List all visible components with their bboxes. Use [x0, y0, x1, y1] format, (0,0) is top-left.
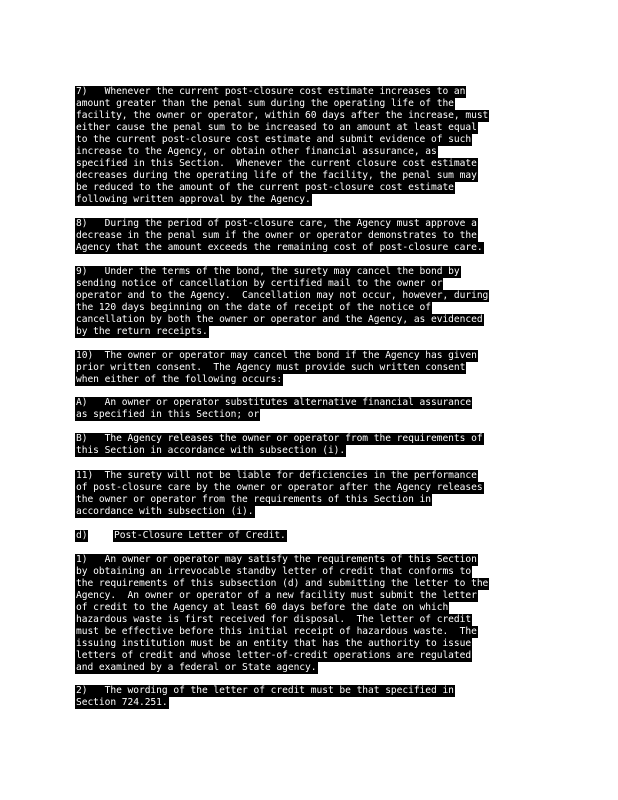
- text-line: when either of the following occurs:: [76, 374, 283, 385]
- text-line: following written approval by the Agency.: [76, 194, 311, 205]
- subsection-label: d): [76, 530, 88, 541]
- text-line: issuing institution must be an entity that has the authority to issue: [76, 638, 472, 649]
- text-line: Section 724.251.: [76, 697, 168, 708]
- paragraph-2: [75, 685, 455, 709]
- text-line: must be effective before this initial receipt of hazardous waste. The: [76, 626, 477, 637]
- text-line: Agency that the amount exceeds the remaining cost of post-closure care.: [76, 242, 483, 253]
- text-line: 11) The surety will not be liable for deficiencies in the performance: [76, 470, 477, 481]
- text-line: accordance with subsection (i).: [76, 506, 254, 517]
- text-line: 9) Under the terms of the bond, the surety may cancel the bond by: [76, 266, 460, 277]
- text-line: be reduced to the amount of the current post-closure cost estimate: [76, 182, 454, 193]
- paragraph-a: [75, 397, 472, 421]
- text-line: of credit to the Agency at least 60 days before the date on which: [76, 602, 449, 613]
- text-line: facility, the owner or operator, within 60 days after the increase, must: [76, 110, 489, 121]
- text-line: the 120 days beginning on the date of receipt of the notice of: [76, 302, 432, 313]
- text-line: decrease in the penal sum if the owner or operator demonstrates to the: [76, 230, 477, 241]
- text-line: by obtaining an irrevocable standby letter of credit that conforms to: [76, 566, 472, 577]
- text-line: B) The Agency releases the owner or operator from the requirements of: [76, 433, 483, 444]
- text-line: 10) The owner or operator may cancel the bond if the Agency has given: [76, 350, 477, 361]
- paragraph-1: [75, 554, 489, 674]
- paragraph-7: [75, 86, 489, 206]
- paragraph-9: [75, 266, 489, 338]
- text-line: decreases during the operating life of the facility, the penal sum may: [76, 170, 477, 181]
- text-line: as specified in this Section; or: [76, 409, 260, 420]
- text-line: 1) An owner or operator may satisfy the requirements of this Section: [76, 554, 477, 565]
- text-line: 2) The wording of the letter of credit must be that specified in: [76, 685, 454, 696]
- paragraph-11: [75, 470, 484, 518]
- text-line: of post-closure care by the owner or operator after the Agency releases: [76, 482, 483, 493]
- text-line: Agency. An owner or operator of a new facility must submit the letter: [76, 590, 477, 601]
- text-line: 8) During the period of post-closure care, the Agency must approve a: [76, 218, 477, 229]
- text-line: this Section in accordance with subsection (i).: [76, 445, 346, 456]
- text-line: operator and to the Agency. Cancellation may not occur, however, during: [76, 290, 489, 301]
- text-line: cancellation by both the owner or operator and the Agency, as evidenced: [76, 314, 483, 325]
- text-line: A) An owner or operator substitutes alternative financial assurance: [76, 397, 472, 408]
- text-line: either cause the penal sum to be increased to an amount at least equal: [76, 122, 477, 133]
- paragraph-8: [75, 218, 484, 254]
- paragraph-10: [75, 350, 478, 386]
- text-line: and examined by a federal or State agency.: [76, 662, 317, 673]
- text-line: prior written consent. The Agency must provide such written consent: [76, 362, 466, 373]
- text-line: hazardous waste is first received for disposal. The letter of credit: [76, 614, 472, 625]
- subsection-title: Post-Closure Letter of Credit.: [114, 530, 286, 541]
- text-line: increase to the Agency, or obtain other financial assurance, as: [76, 146, 437, 157]
- text-line: specified in this Section. Whenever the current closure cost estimate: [76, 158, 477, 169]
- text-line: 7) Whenever the current post-closure cost estimate increases to an: [76, 86, 466, 97]
- text-line: amount greater than the penal sum during the operating life of the: [76, 98, 454, 109]
- text-line: sending notice of cancellation by certified mail to the owner or: [76, 278, 443, 289]
- text-line: by the return receipts.: [76, 326, 208, 337]
- text-line: to the current post-closure cost estimate and submit evidence of such: [76, 134, 472, 145]
- paragraph-b: [75, 433, 484, 457]
- text-line: the requirements of this subsection (d) and submitting the letter to the: [76, 578, 489, 589]
- text-line: letters of credit and whose letter-of-credit operations are regulated: [76, 650, 472, 661]
- text-line: the owner or operator from the requirements of this Section in: [76, 494, 432, 505]
